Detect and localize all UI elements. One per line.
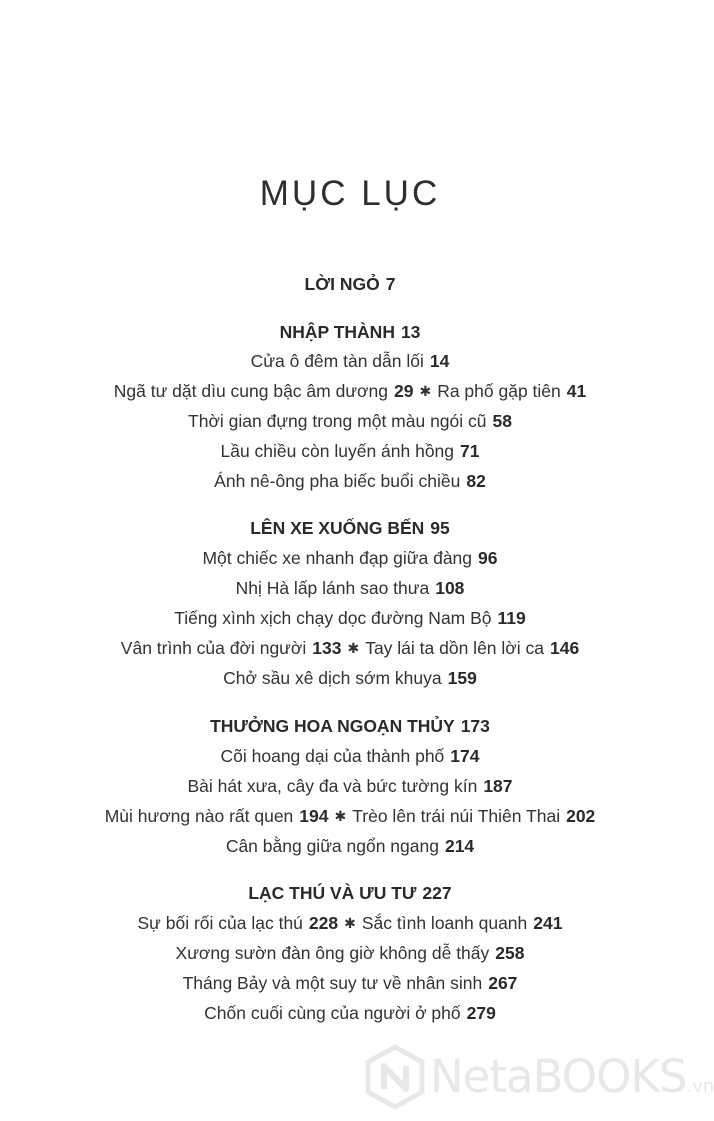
separator-asterisk-icon: ✱	[334, 808, 347, 824]
section-heading-label: THƯỞNG HOA NGOẠN THỦY	[210, 716, 455, 736]
toc-entry-page: 228	[308, 913, 339, 933]
intro-label: LỜI NGỎ	[304, 274, 380, 294]
section-heading-label: LÊN XE XUỐNG BẾN	[250, 518, 425, 538]
netabooks-logo-icon	[362, 1044, 428, 1110]
toc-intro	[0, 272, 700, 296]
toc-entry-title: Sự bối rối của lạc thú	[137, 913, 303, 933]
toc-entry-title: Cửa ô đêm tàn dẫn lối	[250, 351, 424, 371]
toc-row	[0, 744, 700, 768]
section-heading-page: 13	[400, 322, 421, 342]
toc-row	[0, 379, 700, 404]
separator-asterisk-icon: ✱	[419, 383, 432, 399]
toc-entry-title: Cân bằng giữa ngổn ngang	[225, 836, 439, 856]
toc-row	[0, 804, 700, 829]
toc-entry-page: 133	[312, 638, 342, 658]
section-heading	[0, 320, 700, 344]
toc-entry-title: Vân trình của đời người	[120, 638, 307, 658]
toc-row	[0, 941, 700, 965]
toc-entry-page: 258	[495, 943, 525, 963]
toc-row	[0, 1001, 700, 1025]
toc-entry-page: 119	[497, 608, 526, 628]
toc-row	[0, 546, 700, 570]
section-heading-label: NHẬP THÀNH	[279, 322, 395, 342]
toc-row	[0, 774, 700, 798]
toc-entry-page: 267	[488, 973, 518, 993]
toc-row	[0, 636, 700, 661]
toc-entry-page: 58	[492, 411, 512, 431]
toc-row	[0, 666, 700, 690]
watermark-text: NetaBOOKS.vn	[430, 1050, 714, 1103]
toc-entry-page: 194	[299, 806, 329, 826]
toc-entry-title: Ánh nê-ông pha biếc buổi chiều	[214, 471, 461, 491]
toc-entry-page: 146	[550, 638, 580, 658]
toc-entry-page: 214	[444, 836, 475, 856]
toc-entry-page: 29	[393, 381, 414, 401]
toc-entry-title: Một chiếc xe nhanh đạp giữa đàng	[202, 548, 473, 568]
toc-entry-page: 108	[435, 578, 465, 598]
toc-entry-title: Lầu chiều còn luyến ánh hồng	[220, 441, 455, 461]
toc-entry-page: 71	[460, 441, 480, 461]
toc-entry-title: Trèo lên trái núi Thiên Thai	[352, 806, 561, 826]
toc-row	[0, 409, 700, 433]
section-heading-label: LẠC THÚ VÀ ƯU TƯ	[248, 883, 417, 903]
page-title: MỤC LỤC	[259, 174, 441, 213]
section-heading	[0, 516, 700, 540]
toc-row	[0, 834, 700, 858]
toc-entry-page: 241	[533, 913, 563, 933]
toc-row	[0, 349, 700, 373]
toc-entry-page: 202	[566, 806, 596, 826]
toc-entry-page: 96	[478, 548, 498, 568]
toc-row	[0, 439, 700, 463]
separator-asterisk-icon: ✱	[344, 915, 356, 931]
section-heading	[0, 714, 700, 738]
toc-row	[0, 576, 700, 600]
toc-entry-title: Cõi hoang dại của thành phố	[220, 746, 445, 766]
toc-entry-title: Thời gian đựng trong một màu ngói cũ	[188, 411, 487, 431]
intro-page: 7	[385, 274, 396, 294]
toc-entry-title: Chốn cuối cùng của người ở phố	[204, 1003, 461, 1023]
toc-entry-title: Mùi hương nào rất quen	[104, 806, 294, 826]
toc-entry-title: Tiếng xình xịch chạy dọc đường Nam Bộ	[174, 608, 492, 628]
section-heading-page: 95	[430, 518, 450, 538]
toc-row	[0, 606, 700, 630]
toc-row	[0, 971, 700, 995]
section-heading-page: 227	[422, 883, 452, 903]
toc-row	[0, 469, 700, 493]
toc-entry-page: 279	[466, 1003, 496, 1023]
toc-entry-page: 14	[429, 351, 450, 371]
toc-entry-title: Ra phố gặp tiên	[437, 381, 561, 401]
toc-entry-title: Bài hát xưa, cây đa và bức tường kín	[187, 776, 478, 796]
watermark	[362, 1044, 714, 1114]
toc-entry-title: Chở sầu xê dịch sớm khuya	[223, 668, 442, 688]
toc-entry-title: Ngã tư dặt dìu cung bậc âm dương	[113, 381, 388, 401]
toc-entry-page: 41	[566, 381, 587, 401]
toc-entry-page: 82	[466, 471, 486, 491]
toc-entry-page: 187	[483, 776, 513, 796]
toc-entry-title: Tháng Bảy và một suy tư về nhân sinh	[182, 973, 483, 993]
toc-entry-title: Tay lái ta dồn lên lời ca	[365, 638, 544, 658]
toc-entry-title: Xương sườn đàn ông giờ không dễ thấy	[175, 943, 490, 963]
toc-entry-page: 174	[450, 746, 480, 766]
toc-entry-title: Sắc tình loanh quanh	[361, 913, 528, 933]
separator-asterisk-icon: ✱	[347, 640, 360, 656]
section-heading	[0, 881, 700, 905]
toc-row	[0, 911, 700, 936]
toc-entry-title: Nhị Hà lấp lánh sao thưa	[235, 578, 430, 598]
section-heading-page: 173	[460, 716, 490, 736]
toc-entry-page: 159	[447, 668, 477, 688]
